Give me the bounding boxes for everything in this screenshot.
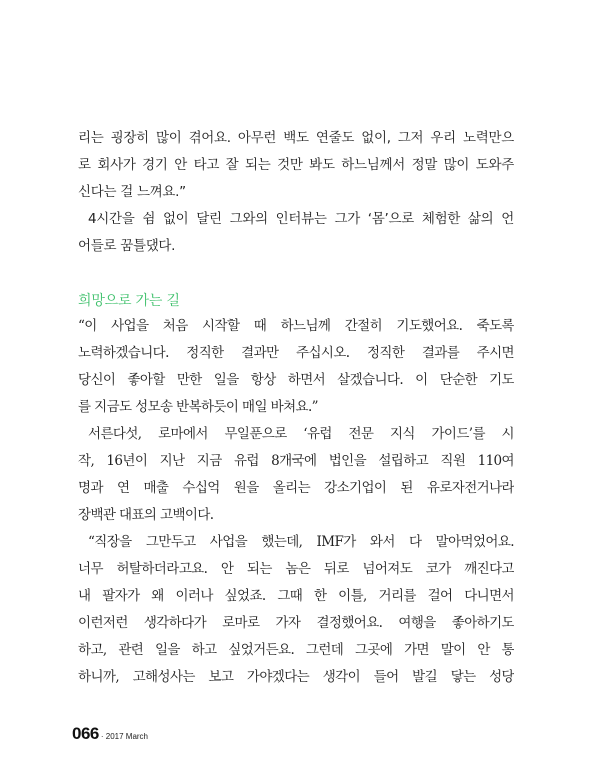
text-line: 작, 16년이 지난 지금 유럽 8개국에 법인을 설립하고 직원 110여 (78, 453, 514, 469)
summary-paragraph (78, 206, 514, 260)
text-line: 장백관 대표의 고백이다. (78, 507, 214, 523)
quote-paragraph (78, 313, 514, 421)
text-line: 내 팔자가 왜 이러나 싶었죠. 그때 한 이틀, 거리를 걸어 다니면서 (78, 588, 514, 604)
text-line: 하고, 관련 일을 하고 싶었거든요. 그런데 그곳에 가면 말이 안 통 (78, 642, 514, 658)
text-line: 노력하겠습니다. 정직한 결과만 주십시오. 정직한 결과를 주시면 (78, 345, 514, 361)
text-line: 이런저런 생각하다가 로마로 가자 결정했어요. 여행을 좋아하기도 (78, 615, 514, 631)
text-line: 명과 연 매출 수십억 원을 올리는 강소기업이 된 유로자전거나라 (78, 480, 514, 496)
text-line: 너무 허탈하더라고요. 안 되는 놈은 뒤로 넘어져도 코가 깨진다고 (78, 561, 514, 577)
text-line: “이 사업을 처음 시작할 때 하느님께 간절히 기도했어요. 죽도록 (78, 318, 514, 334)
text-line: 당신이 좋아할 만한 일을 항상 하면서 살겠습니다. 이 단순한 기도 (78, 372, 514, 388)
page-number: 066 (72, 724, 99, 743)
text-line: 로 회사가 경기 안 타고 잘 되는 것만 봐도 하느님께서 정말 많이 도와주 (78, 157, 514, 173)
text-line: 어들로 꿈틀댔다. (78, 238, 176, 254)
text-line: “직장을 그만두고 사업을 했는데, IMF가 와서 다 말아먹었어요. (88, 534, 514, 550)
text-line: 서른다섯, 로마에서 무일푼으로 ‘유럽 전문 지식 가이드’를 시 (88, 426, 514, 442)
section-heading: 희망으로 가는 길 (78, 293, 180, 309)
story-paragraph (78, 529, 514, 691)
text-line: 를 지금도 성모송 반복하듯이 매일 바쳐요.” (78, 399, 318, 415)
text-line: 4시간을 쉼 없이 달린 그와의 인터뷰는 그가 ‘몸’으로 체험한 삶의 언 (88, 211, 514, 227)
text-line: 리는 굉장히 많이 겪어요. 아무런 백도 연줄도 없이, 그저 우리 노력만으 (78, 130, 514, 146)
intro-paragraph (78, 421, 514, 529)
page-footer (72, 722, 148, 746)
text-line: 하니까, 고해성사는 보고 가야겠다는 생각이 들어 발길 닿는 성당 (78, 669, 514, 685)
issue-label: · 2017 March (100, 732, 149, 741)
text-line: 신다는 걸 느껴요.” (78, 184, 186, 200)
top-paragraph (78, 125, 514, 206)
